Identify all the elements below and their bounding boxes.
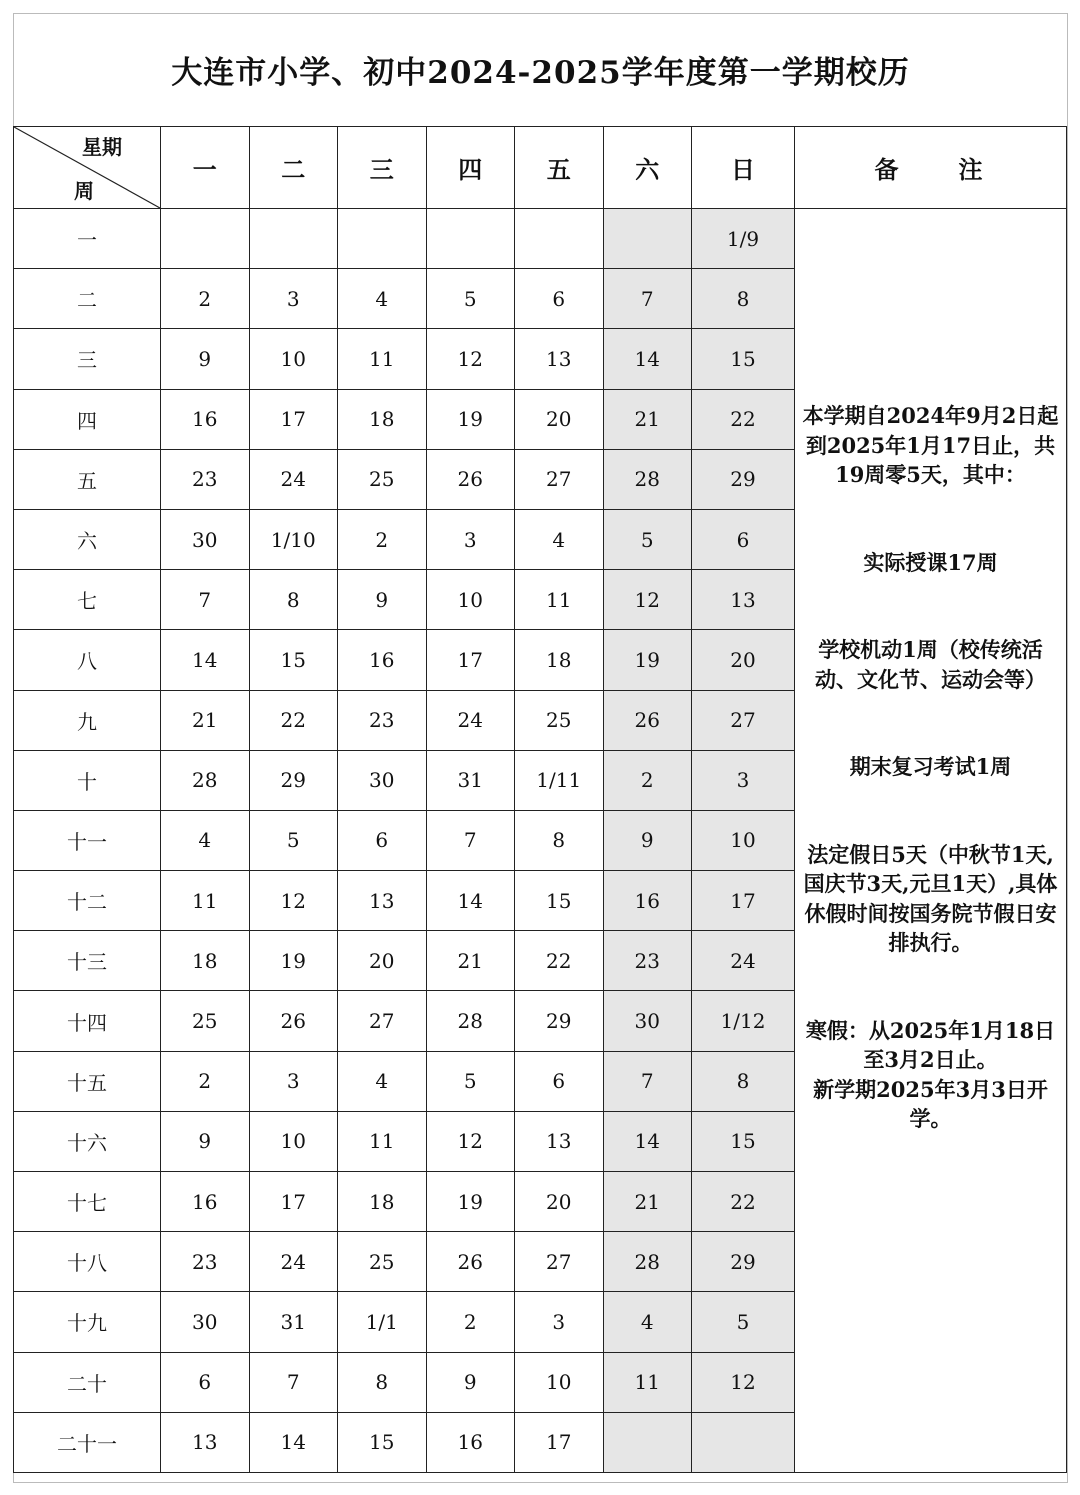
date-cell-mon: 11 [161,871,250,931]
date-cell-tue: 17 [249,389,338,449]
date-cell-fri: 13 [515,329,604,389]
day-header-mon: 一 [161,127,250,209]
day-header-sat: 六 [603,127,692,209]
remarks-exam-week: 期末复习考试1周 [849,754,1012,779]
date-cell-tue: 26 [249,991,338,1051]
remarks-winter-break: 寒假：从2025年1月18日至3月2日止。 [805,1017,1056,1072]
week-number-cell: 十三 [14,931,161,991]
date-cell-fri: 10 [515,1352,604,1412]
date-cell-sun: 22 [692,389,795,449]
date-cell-tue: 3 [249,269,338,329]
date-cell-mon: 2 [161,269,250,329]
date-cell-mon: 16 [161,1172,250,1232]
date-cell-sat: 5 [603,509,692,569]
date-cell-tue: 14 [249,1412,338,1472]
date-cell-wed: 18 [338,1172,427,1232]
date-cell-sat: 2 [603,750,692,810]
week-number-cell: 二 [14,269,161,329]
date-cell-tue: 31 [249,1292,338,1352]
date-cell-fri: 22 [515,931,604,991]
date-cell-mon: 21 [161,690,250,750]
date-cell-thu: 26 [426,1232,515,1292]
date-cell-sun: 20 [692,630,795,690]
page-title: 大连市小学、初中2024-2025学年度第一学期校历 [171,55,910,91]
date-cell-sun: 22 [692,1172,795,1232]
date-cell-thu: 24 [426,690,515,750]
day-header-tue: 二 [249,127,338,209]
date-cell-thu: 26 [426,449,515,509]
date-cell-mon: 23 [161,449,250,509]
date-cell-thu: 17 [426,630,515,690]
date-cell-sun: 12 [692,1352,795,1412]
date-cell-thu: 3 [426,509,515,569]
date-cell-fri: 17 [515,1412,604,1472]
date-cell-thu: 12 [426,329,515,389]
date-cell-fri [515,209,604,269]
date-cell-fri: 20 [515,1172,604,1232]
day-header-fri: 五 [515,127,604,209]
date-cell-sat [603,1412,692,1472]
date-cell-thu: 9 [426,1352,515,1412]
week-number-cell: 一 [14,209,161,269]
remarks-cell [795,209,1067,1473]
date-cell-wed: 4 [338,1051,427,1111]
header-row [14,127,1067,209]
date-cell-mon: 16 [161,389,250,449]
week-number-cell: 三 [14,329,161,389]
date-cell-wed: 11 [338,1111,427,1171]
date-cell-sun: 17 [692,871,795,931]
date-cell-mon: 4 [161,810,250,870]
week-number-cell: 七 [14,570,161,630]
date-cell-wed: 27 [338,991,427,1051]
remarks-header [795,127,1067,209]
date-cell-wed: 8 [338,1352,427,1412]
remarks-header-char-1: 备 [874,155,903,184]
date-cell-fri: 3 [515,1292,604,1352]
date-cell-wed [338,209,427,269]
date-cell-sun: 27 [692,690,795,750]
week-number-cell: 六 [14,509,161,569]
date-cell-thu: 7 [426,810,515,870]
remarks-teaching-weeks: 实际授课17周 [863,549,998,575]
date-cell-sat: 23 [603,931,692,991]
week-number-cell: 十二 [14,871,161,931]
date-cell-wed: 9 [338,570,427,630]
date-cell-fri: 27 [515,449,604,509]
date-cell-sat: 21 [603,1172,692,1232]
week-number-cell: 二十一 [14,1412,161,1472]
date-cell-mon: 14 [161,630,250,690]
date-cell-sun: 15 [692,329,795,389]
date-cell-mon: 25 [161,991,250,1051]
date-cell-fri: 18 [515,630,604,690]
week-number-cell: 十五 [14,1051,161,1111]
date-cell-sun: 13 [692,570,795,630]
date-cell-mon [161,209,250,269]
date-cell-mon: 30 [161,1292,250,1352]
weekday-axis-label: 星期 [82,135,122,159]
date-cell-sat: 21 [603,389,692,449]
date-cell-sun: 8 [692,1051,795,1111]
date-cell-sat: 28 [603,449,692,509]
date-cell-sat: 9 [603,810,692,870]
remarks-flexible-week: 学校机动1周（校传统活动、文化节、运动会等） [815,637,1046,692]
week-number-cell: 九 [14,690,161,750]
date-cell-thu: 19 [426,389,515,449]
date-cell-wed: 30 [338,750,427,810]
date-cell-tue: 15 [249,630,338,690]
week-number-cell: 十九 [14,1292,161,1352]
date-cell-tue: 19 [249,931,338,991]
date-cell-wed: 25 [338,1232,427,1292]
date-cell-mon: 9 [161,329,250,389]
date-cell-sun: 15 [692,1111,795,1171]
week-number-cell: 十四 [14,991,161,1051]
date-cell-fri: 29 [515,991,604,1051]
day-header-wed: 三 [338,127,427,209]
date-cell-sun: 1/9 [692,209,795,269]
week-number-cell: 十六 [14,1111,161,1171]
date-cell-fri: 1/11 [515,750,604,810]
date-cell-sat: 14 [603,1111,692,1171]
date-cell-sun: 3 [692,750,795,810]
date-cell-sat: 12 [603,570,692,630]
date-cell-wed: 2 [338,509,427,569]
week-number-cell: 十一 [14,810,161,870]
day-header-sun: 日 [692,127,795,209]
date-cell-mon: 6 [161,1352,250,1412]
week-number-cell: 八 [14,630,161,690]
date-cell-fri: 11 [515,570,604,630]
date-cell-fri: 8 [515,810,604,870]
remarks-holidays: 法定假日5天（中秋节1天,国庆节3天,元旦1天）,具体休假时间按国务院节假日安排执行。 [803,841,1058,955]
date-cell-fri: 25 [515,690,604,750]
date-cell-thu: 16 [426,1412,515,1472]
remarks-new-term: 新学期2025年3月3日开学。 [813,1076,1048,1131]
week-number-cell: 十七 [14,1172,161,1232]
date-cell-mon: 30 [161,509,250,569]
date-cell-wed: 4 [338,269,427,329]
date-cell-sat: 4 [603,1292,692,1352]
date-cell-tue: 10 [249,1111,338,1171]
date-cell-wed: 16 [338,630,427,690]
date-cell-mon: 9 [161,1111,250,1171]
remarks-semester-span: 本学期自2024年9月2日起到2025年1月17日止，共19周零5天，其中： [802,403,1059,487]
date-cell-sun: 5 [692,1292,795,1352]
date-cell-sun: 29 [692,449,795,509]
date-cell-thu: 19 [426,1172,515,1232]
date-cell-sun: 24 [692,931,795,991]
date-cell-sat [603,209,692,269]
date-cell-wed: 23 [338,690,427,750]
date-cell-tue: 12 [249,871,338,931]
date-cell-tue: 29 [249,750,338,810]
date-cell-sat: 14 [603,329,692,389]
week-number-cell: 五 [14,449,161,509]
date-cell-wed: 15 [338,1412,427,1472]
date-cell-thu: 2 [426,1292,515,1352]
date-cell-sat: 28 [603,1232,692,1292]
date-cell-tue: 5 [249,810,338,870]
date-cell-sun [692,1412,795,1472]
remarks-header-char-2: 注 [958,155,987,184]
date-cell-wed: 25 [338,449,427,509]
date-cell-sat: 26 [603,690,692,750]
corner-header-cell [14,127,161,209]
date-cell-thu: 5 [426,269,515,329]
date-cell-wed: 20 [338,931,427,991]
date-cell-sun: 10 [692,810,795,870]
date-cell-wed: 1/1 [338,1292,427,1352]
date-cell-wed: 18 [338,389,427,449]
date-cell-tue: 3 [249,1051,338,1111]
week-axis-label: 周 [74,179,94,203]
week-row [14,209,1067,269]
date-cell-fri: 20 [515,389,604,449]
date-cell-fri: 6 [515,1051,604,1111]
date-cell-tue: 24 [249,1232,338,1292]
remarks-body [799,401,1062,1134]
date-cell-mon: 23 [161,1232,250,1292]
day-header-thu: 四 [426,127,515,209]
date-cell-sun: 6 [692,509,795,569]
date-cell-tue: 10 [249,329,338,389]
date-cell-thu: 31 [426,750,515,810]
date-cell-sun: 29 [692,1232,795,1292]
date-cell-wed: 6 [338,810,427,870]
date-cell-sun: 8 [692,269,795,329]
date-cell-fri: 13 [515,1111,604,1171]
date-cell-fri: 4 [515,509,604,569]
date-cell-thu: 28 [426,991,515,1051]
date-cell-tue: 1/10 [249,509,338,569]
date-cell-wed: 13 [338,871,427,931]
date-cell-thu: 14 [426,871,515,931]
date-cell-sat: 19 [603,630,692,690]
week-number-cell: 十 [14,750,161,810]
date-cell-tue: 22 [249,690,338,750]
date-cell-thu: 21 [426,931,515,991]
week-number-cell: 四 [14,389,161,449]
school-calendar-table [13,126,1067,1473]
date-cell-thu: 10 [426,570,515,630]
date-cell-sat: 7 [603,269,692,329]
date-cell-thu: 12 [426,1111,515,1171]
date-cell-fri: 15 [515,871,604,931]
date-cell-mon: 2 [161,1051,250,1111]
date-cell-tue: 24 [249,449,338,509]
date-cell-tue [249,209,338,269]
date-cell-sat: 7 [603,1051,692,1111]
date-cell-tue: 8 [249,570,338,630]
date-cell-sat: 16 [603,871,692,931]
date-cell-mon: 28 [161,750,250,810]
date-cell-thu [426,209,515,269]
date-cell-sat: 11 [603,1352,692,1412]
date-cell-thu: 5 [426,1051,515,1111]
date-cell-sat: 30 [603,991,692,1051]
date-cell-mon: 7 [161,570,250,630]
week-number-cell: 二十 [14,1352,161,1412]
date-cell-fri: 27 [515,1232,604,1292]
week-number-cell: 十八 [14,1232,161,1292]
date-cell-fri: 6 [515,269,604,329]
date-cell-tue: 17 [249,1172,338,1232]
date-cell-mon: 18 [161,931,250,991]
date-cell-wed: 11 [338,329,427,389]
date-cell-sun: 1/12 [692,991,795,1051]
date-cell-mon: 13 [161,1412,250,1472]
date-cell-tue: 7 [249,1352,338,1412]
